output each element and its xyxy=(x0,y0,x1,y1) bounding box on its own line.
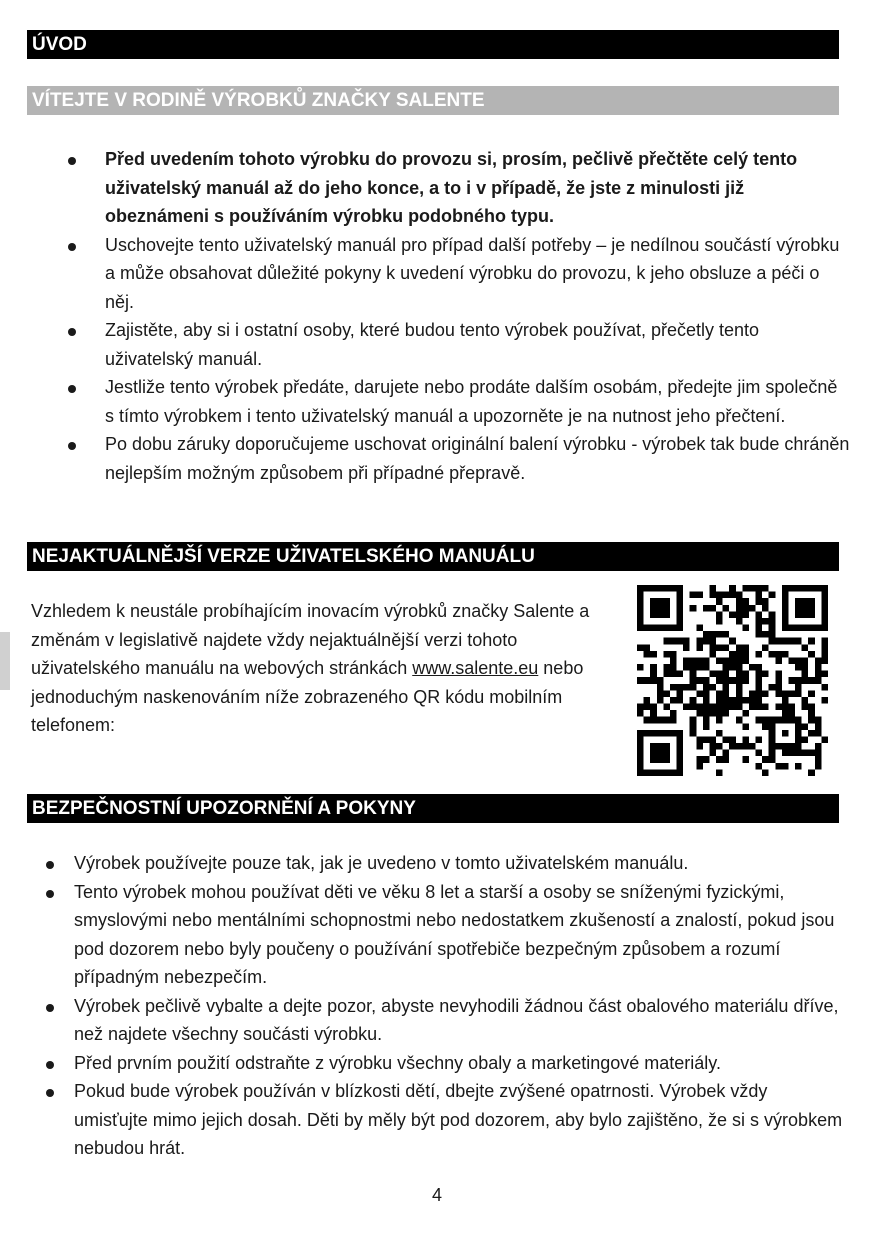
bullet-icon xyxy=(46,890,54,898)
bullet-icon xyxy=(46,1061,54,1069)
bullet-icon xyxy=(68,328,76,336)
side-tab-marker xyxy=(0,632,10,690)
welcome-list xyxy=(105,145,850,487)
qr-code xyxy=(637,585,828,776)
list-item: Po dobu záruky doporučujeme uschovat originální balení výrobku - výrobek tak bude chráněn nejlepším možným způsobem při případné přepravě. xyxy=(105,430,850,487)
bullet-icon xyxy=(46,1089,54,1097)
bullet-icon xyxy=(46,861,54,869)
bullet-icon xyxy=(68,385,76,393)
bullet-icon xyxy=(68,442,76,450)
bullet-icon xyxy=(68,157,76,165)
safety-list xyxy=(74,849,844,1163)
list-item: Výrobek používejte pouze tak, jak je uvedeno v tomto uživatelském manuálu. xyxy=(74,849,844,878)
list-item: Před uvedením tohoto výrobku do provozu si, prosím, pečlivě přečtěte celý tento uživatelský manuál až do jeho konce, a to i v případě, že jste z minulosti již obeznámeni s používáním výrobku podobného typu. xyxy=(105,145,850,231)
list-item: Tento výrobek mohou používat děti ve věku 8 let a starší a osoby se sníženými fyzickými, smyslovými nebo mentálními schopnostmi nebo nedostatkem zkušeností a znalostí, pokud jsou pod dozorem nebo byly poučeny o používání spotřebiče bezpečným způsobem a rozumí případným nebezpečím. xyxy=(74,878,844,992)
list-item: Zajistěte, aby si i ostatní osoby, které budou tento výrobek používat, přečetly tento uživatelský manuál. xyxy=(105,316,850,373)
list-item: Výrobek pečlivě vybalte a dejte pozor, abyste nevyhodili žádnou část obalového materiálu dříve, než najdete všechny součásti výrobku. xyxy=(74,992,844,1049)
section-heading-welcome: VÍTEJTE V RODINĚ VÝROBKŮ ZNAČKY SALENTE xyxy=(27,86,839,115)
section-heading-intro: ÚVOD xyxy=(27,30,839,59)
list-item: Pokud bude výrobek používán v blízkosti dětí, dbejte zvýšené opatrnosti. Výrobek vždy umisťujte mimo jejich dosah. Děti by měly být pod dozorem, aby bylo zajištěno, že si s výrobkem nebudou hrát. xyxy=(74,1077,844,1163)
list-item: Uschovejte tento uživatelský manuál pro případ další potřeby – je nedílnou součástí výrobku a může obsahovat důležité pokyny k uvedení výrobku do provozu, k jeho obsluze a péči o něj. xyxy=(105,231,850,317)
page-number: 4 xyxy=(431,1185,442,1205)
website-link[interactable]: www.salente.eu xyxy=(412,658,539,678)
section-heading-safety: BEZPEČNOSTNÍ UPOZORNĚNÍ A POKYNY xyxy=(27,794,839,823)
list-item: Jestliže tento výrobek předáte, darujete nebo prodáte dalším osobám, předejte jim společně s tímto výrobkem i tento uživatelský manuál a upozorněte je na nutnost jeho přečtení. xyxy=(105,373,850,430)
latest-manual-paragraph: Vzhledem k neustále probíhajícím inovacím výrobků značky Salente a změnám v legislativě najdete vždy nejaktuálnější verzi tohoto uživatelského manuálu na webových stránkách www.salente.eu nebo jednoduchým naskenováním níže zobrazeného QR kódu mobilním telefonem: xyxy=(31,601,590,735)
bullet-icon xyxy=(68,243,76,251)
list-item: Před prvním použití odstraňte z výrobku všechny obaly a marketingové materiály. xyxy=(74,1049,844,1078)
bullet-icon xyxy=(46,1004,54,1012)
section-heading-latest: NEJAKTUÁLNĚJŠÍ VERZE UŽIVATELSKÉHO MANUÁLU xyxy=(27,542,839,571)
